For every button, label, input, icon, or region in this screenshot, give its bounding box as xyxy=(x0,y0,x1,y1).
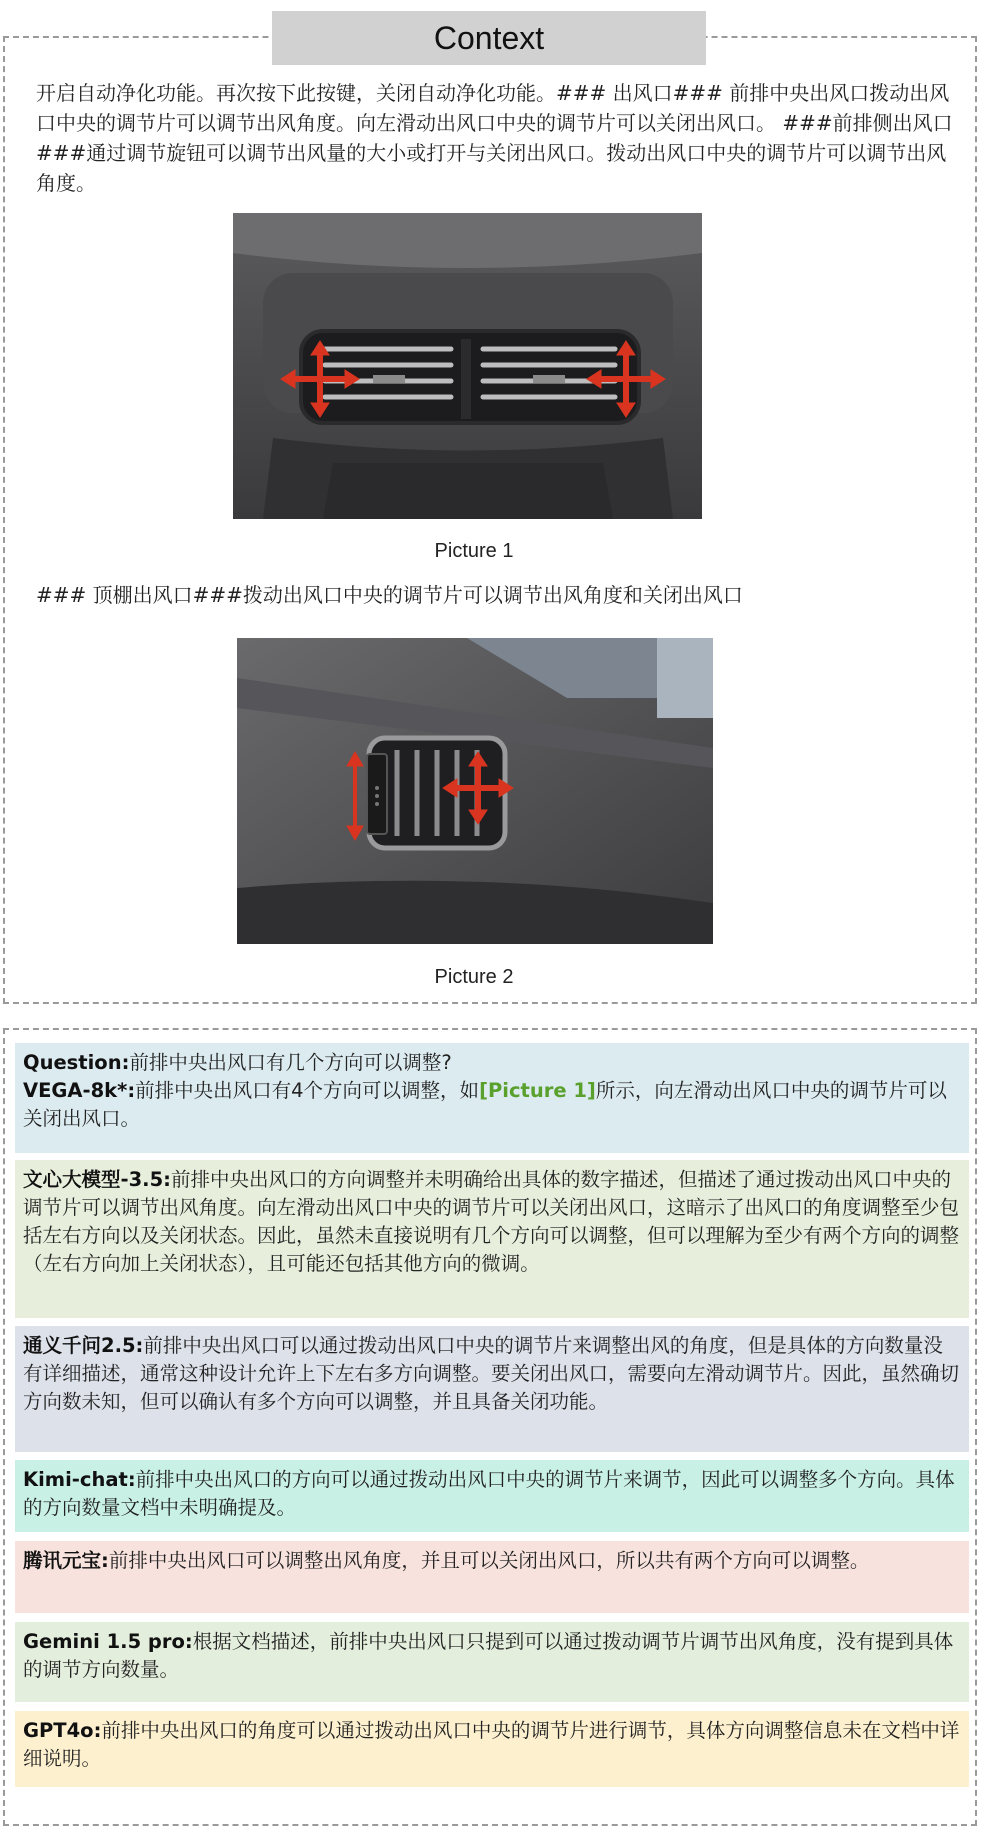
picture-2-caption: Picture 2 xyxy=(434,966,514,988)
context-paragraph-2: ### 顶棚出风口###拨动出风口中央的调节片可以调节出风角度和关闭出风口 xyxy=(36,583,743,607)
answer-label: GPT4o: xyxy=(23,1719,102,1742)
question-label: Question: xyxy=(23,1051,130,1074)
answer-gpt4o xyxy=(15,1711,969,1787)
answer-text: 前排中央出风口的方向可以通过拨动出风口中央的调节片来调节，因此可以调整多个方向。具体的方向数量文档中未明确提及。 xyxy=(23,1468,955,1519)
vega-answer xyxy=(23,1077,961,1133)
answer-text: 前排中央出风口的方向调整并未明确给出具体的数字描述，但描述了通过拨动出风口中央的调节片可以调节出风角度。向左滑动出风口中央的调节片可以关闭出风口，这暗示了出风口的角度调整至少包括左右方向以及关闭状态。因此，虽然未直接说明有几个方向可以调整，但可以理解为至少有两个方向的调整（左右方向加上关闭状态），且可能还包括其他方向的微调。 xyxy=(23,1168,960,1275)
answer-label: 通义千问2.5: xyxy=(23,1334,144,1357)
question-and-reference-answer xyxy=(15,1043,969,1153)
answer-text: 根据文档描述，前排中央出风口只提到可以通过拨动调节片调节出风角度，没有提到具体的调节方向数量。 xyxy=(23,1630,954,1681)
picture-1-center-vent xyxy=(233,213,702,519)
vega-text-after: 所示，向左滑动出风口中央的调节片可以关闭出风口。 xyxy=(23,1079,947,1130)
answer-text: 前排中央出风口可以调整出风角度，并且可以关闭出风口，所以共有两个方向可以调整。 xyxy=(108,1549,870,1572)
context-title: Context xyxy=(272,11,706,65)
answer-wenxin xyxy=(15,1160,969,1318)
answer-text: 前排中央出风口可以通过拨动出风口中央的调节片来调整出风的角度，但是具体的方向数量没有详细描述，通常这种设计允许上下左右多方向调整。要关闭出风口，需要向左滑动调节片。因此，虽然确切方向数未知，但可以确认有多个方向可以调整，并且具备关闭功能。 xyxy=(23,1334,960,1413)
question-line xyxy=(23,1049,961,1077)
answer-label: Kimi-chat: xyxy=(23,1468,136,1491)
picture-reference: [Picture 1] xyxy=(479,1079,596,1102)
answer-label: 腾讯元宝: xyxy=(23,1549,109,1572)
vega-label: VEGA-8k*: xyxy=(23,1079,136,1102)
answer-hunyuan xyxy=(15,1541,969,1613)
answer-label: 文心大模型-3.5: xyxy=(23,1168,171,1191)
answer-text: 前排中央出风口的角度可以通过拨动出风口中央的调节片进行调节，具体方向调整信息未在文档中详细说明。 xyxy=(23,1719,960,1770)
picture-1-caption: Picture 1 xyxy=(434,540,514,562)
picture-2-roof-vent xyxy=(237,638,713,944)
answer-label: Gemini 1.5 pro: xyxy=(23,1630,193,1653)
context-paragraph-1: 开启自动净化功能。再次按下此按键，关闭自动净化功能。### 出风口### 前排中央出风口拨动出风口中央的调节片可以调节出风角度。向左滑动出风口中央的调节片可以关闭出风口。 ###前排侧出风口###通过调节旋钮可以调节出风量的大小或打开与关闭出风口。拨动出风口中央的调节片可以调节出风角度。 xyxy=(36,81,953,195)
answer-gemini xyxy=(15,1622,969,1702)
question-text: 前排中央出风口有几个方向可以调整? xyxy=(129,1051,452,1074)
answer-kimi xyxy=(15,1460,969,1532)
vega-text-before: 前排中央出风口有4个方向可以调整，如 xyxy=(135,1079,480,1102)
answer-tongyi xyxy=(15,1326,969,1452)
